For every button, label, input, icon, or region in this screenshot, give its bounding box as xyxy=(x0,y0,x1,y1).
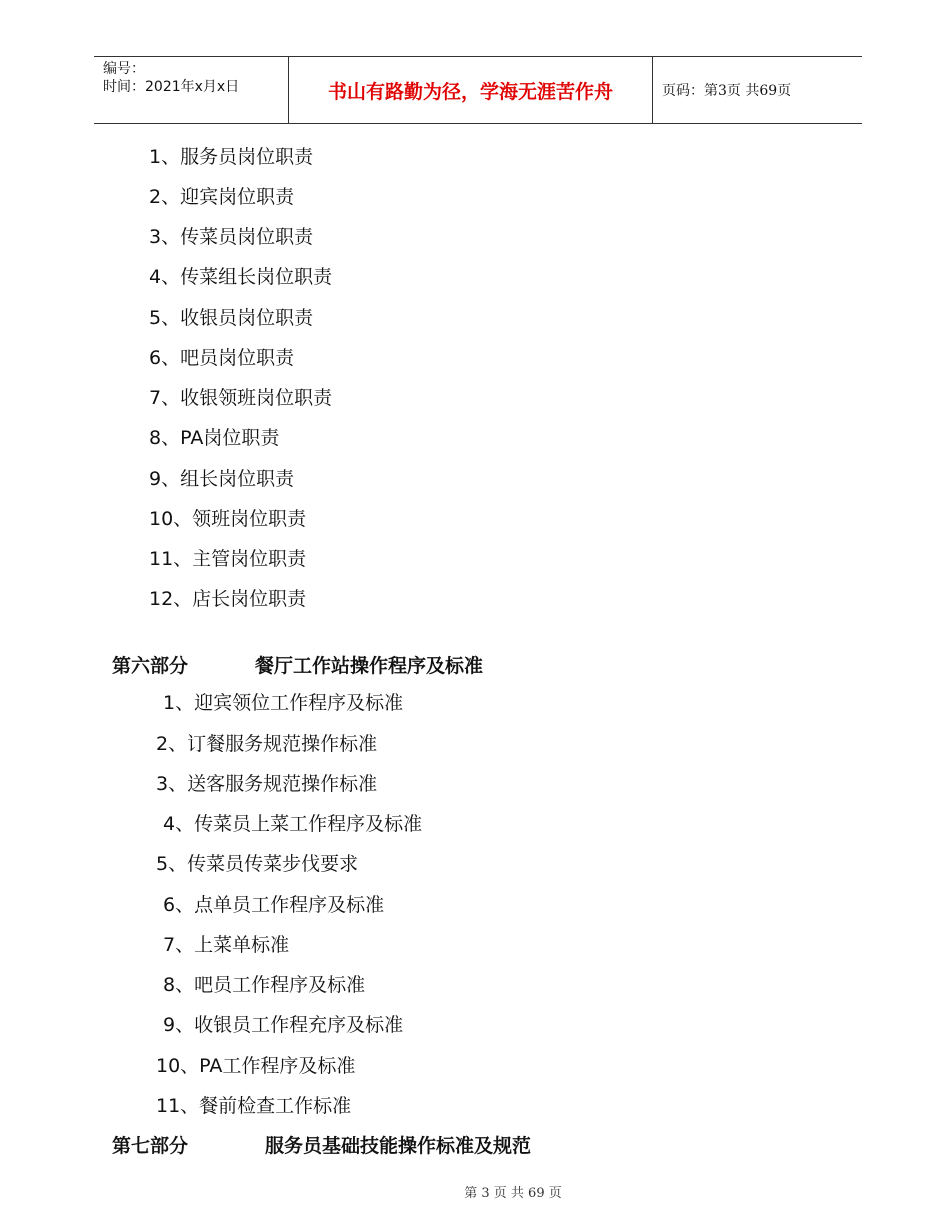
section-name: 服务员基础技能操作标准及规范 xyxy=(265,1135,532,1157)
page-footer: 第 3 页 共 69 页 xyxy=(464,1186,562,1201)
toc-item: 7、收银领班岗位职责 xyxy=(149,387,333,409)
toc-item: 9、组长岗位职责 xyxy=(149,468,295,490)
doc-number-label: 编号： xyxy=(103,61,145,77)
toc-item: 7、上菜单标准 xyxy=(163,934,290,956)
toc-item: 2、订餐服务规范操作标准 xyxy=(156,733,378,755)
section-name: 餐厅工作站操作程序及标准 xyxy=(255,655,484,677)
toc-item: 3、传菜员岗位职责 xyxy=(149,226,314,248)
header-meta-cell xyxy=(94,57,289,123)
header-page-code: 页码：第3页 共69页 xyxy=(662,83,792,99)
toc-item: 6、点单员工作程序及标准 xyxy=(163,894,385,916)
toc-item: 8、吧员工作程序及标准 xyxy=(163,974,366,996)
toc-item: 8、PA岗位职责 xyxy=(149,427,280,449)
header-motto: 书山有路勤为径，学海无涯苦作舟 xyxy=(289,57,653,123)
toc-item: 6、吧员岗位职责 xyxy=(149,347,295,369)
toc-item: 11、餐前检查工作标准 xyxy=(156,1095,352,1117)
section-heading xyxy=(112,654,484,678)
toc-item: 4、传菜员上菜工作程序及标准 xyxy=(163,813,423,835)
toc-item: 3、送客服务规范操作标准 xyxy=(156,773,378,795)
toc-item: 2、迎宾岗位职责 xyxy=(149,186,295,208)
toc-item: 1、服务员岗位职责 xyxy=(149,146,314,168)
toc-item: 5、收银员岗位职责 xyxy=(149,307,314,329)
section-heading xyxy=(112,1134,532,1158)
doc-time-label: 时间：2021年x月x日 xyxy=(103,79,240,95)
toc-item: 12、店长岗位职责 xyxy=(149,588,307,610)
toc-item: 10、领班岗位职责 xyxy=(149,508,307,530)
toc-item: 9、收银员工作程充序及标准 xyxy=(163,1014,404,1036)
toc-item: 4、传菜组长岗位职责 xyxy=(149,266,333,288)
toc-item: 1、迎宾领位工作程序及标准 xyxy=(163,692,404,714)
page-header xyxy=(94,56,862,124)
section-part-label: 第七部分 xyxy=(112,1135,189,1157)
toc-item: 10、PA工作程序及标准 xyxy=(156,1055,356,1077)
toc-item: 11、主管岗位职责 xyxy=(149,548,307,570)
toc-item: 5、传菜员传菜步伐要求 xyxy=(156,853,359,875)
section-part-label: 第六部分 xyxy=(112,655,189,677)
